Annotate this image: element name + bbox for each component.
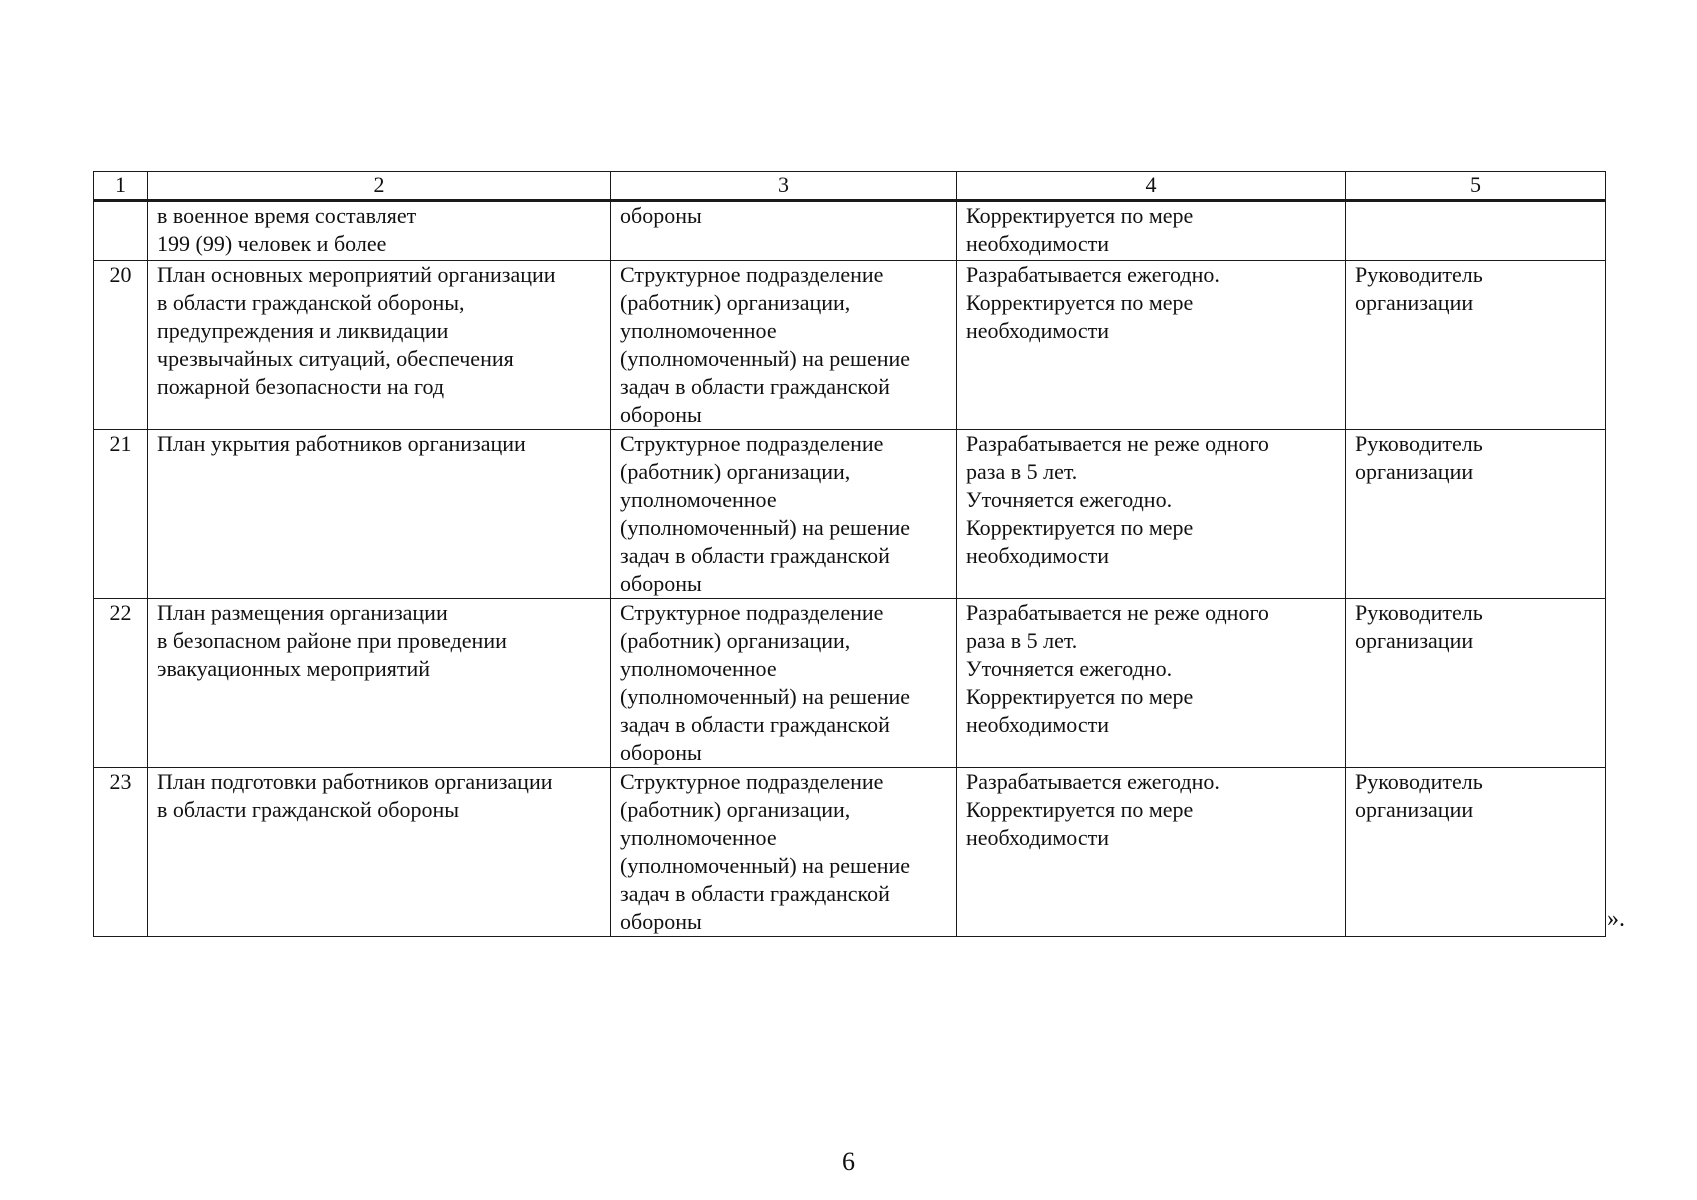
document-name-cell: План подготовки работников организации в области гражданской обороны bbox=[148, 768, 611, 937]
approver-cell: Руководитель организации bbox=[1346, 599, 1606, 768]
approver-cell: Руководитель организации bbox=[1346, 768, 1606, 937]
developer-cell: Структурное подразделение (работник) организации, уполномоченное (уполномоченный) на решение задач в области гражданской обороны bbox=[611, 430, 957, 599]
approver-cell: Руководитель организации bbox=[1346, 261, 1606, 430]
procedure-cell: Разрабатывается не реже одного раза в 5 лет. Уточняется ежегодно. Корректируется по мере необходимости bbox=[957, 430, 1346, 599]
column-header-4: 4 bbox=[957, 172, 1346, 201]
column-header-3: 3 bbox=[611, 172, 957, 201]
table-row bbox=[94, 430, 1606, 599]
developer-cell: Структурное подразделение (работник) организации, уполномоченное (уполномоченный) на решение задач в области гражданской обороны bbox=[611, 261, 957, 430]
document-name-cell: План укрытия работников организации bbox=[148, 430, 611, 599]
table-row bbox=[94, 599, 1606, 768]
row-number-cell: 22 bbox=[94, 599, 148, 768]
row-number-cell: 21 bbox=[94, 430, 148, 599]
developer-cell: Структурное подразделение (работник) организации, уполномоченное (уполномоченный) на решение задач в области гражданской обороны bbox=[611, 599, 957, 768]
document-name-cell: План размещения организации в безопасном районе при проведении эвакуационных мероприятий bbox=[148, 599, 611, 768]
closing-quote-mark: ». bbox=[1607, 906, 1625, 932]
approver-cell bbox=[1346, 201, 1606, 261]
row-number-cell: 23 bbox=[94, 768, 148, 937]
procedure-cell: Разрабатывается не реже одного раза в 5 лет. Уточняется ежегодно. Корректируется по мере необходимости bbox=[957, 599, 1346, 768]
row-number-cell: 20 bbox=[94, 261, 148, 430]
column-header-2: 2 bbox=[148, 172, 611, 201]
column-header-1: 1 bbox=[94, 172, 148, 201]
procedure-cell: Корректируется по мере необходимости bbox=[957, 201, 1346, 261]
table-row bbox=[94, 768, 1606, 937]
row-number-cell bbox=[94, 201, 148, 261]
document-table bbox=[93, 171, 1606, 937]
approver-cell: Руководитель организации bbox=[1346, 430, 1606, 599]
document-name-cell: в военное время составляет 199 (99) человек и более bbox=[148, 201, 611, 261]
procedure-cell: Разрабатывается ежегодно. Корректируется по мере необходимости bbox=[957, 261, 1346, 430]
table-row bbox=[94, 201, 1606, 261]
procedure-cell: Разрабатывается ежегодно. Корректируется по мере необходимости bbox=[957, 768, 1346, 937]
table-header-row bbox=[94, 172, 1606, 201]
document-name-cell: План основных мероприятий организации в области гражданской обороны, предупреждения и ликвидации чрезвычайных ситуаций, обеспечения пожарной безопасности на год bbox=[148, 261, 611, 430]
developer-cell: обороны bbox=[611, 201, 957, 261]
table-row bbox=[94, 261, 1606, 430]
column-header-5: 5 bbox=[1346, 172, 1606, 201]
page-number: 6 bbox=[842, 1147, 855, 1176]
developer-cell: Структурное подразделение (работник) организации, уполномоченное (уполномоченный) на решение задач в области гражданской обороны bbox=[611, 768, 957, 937]
